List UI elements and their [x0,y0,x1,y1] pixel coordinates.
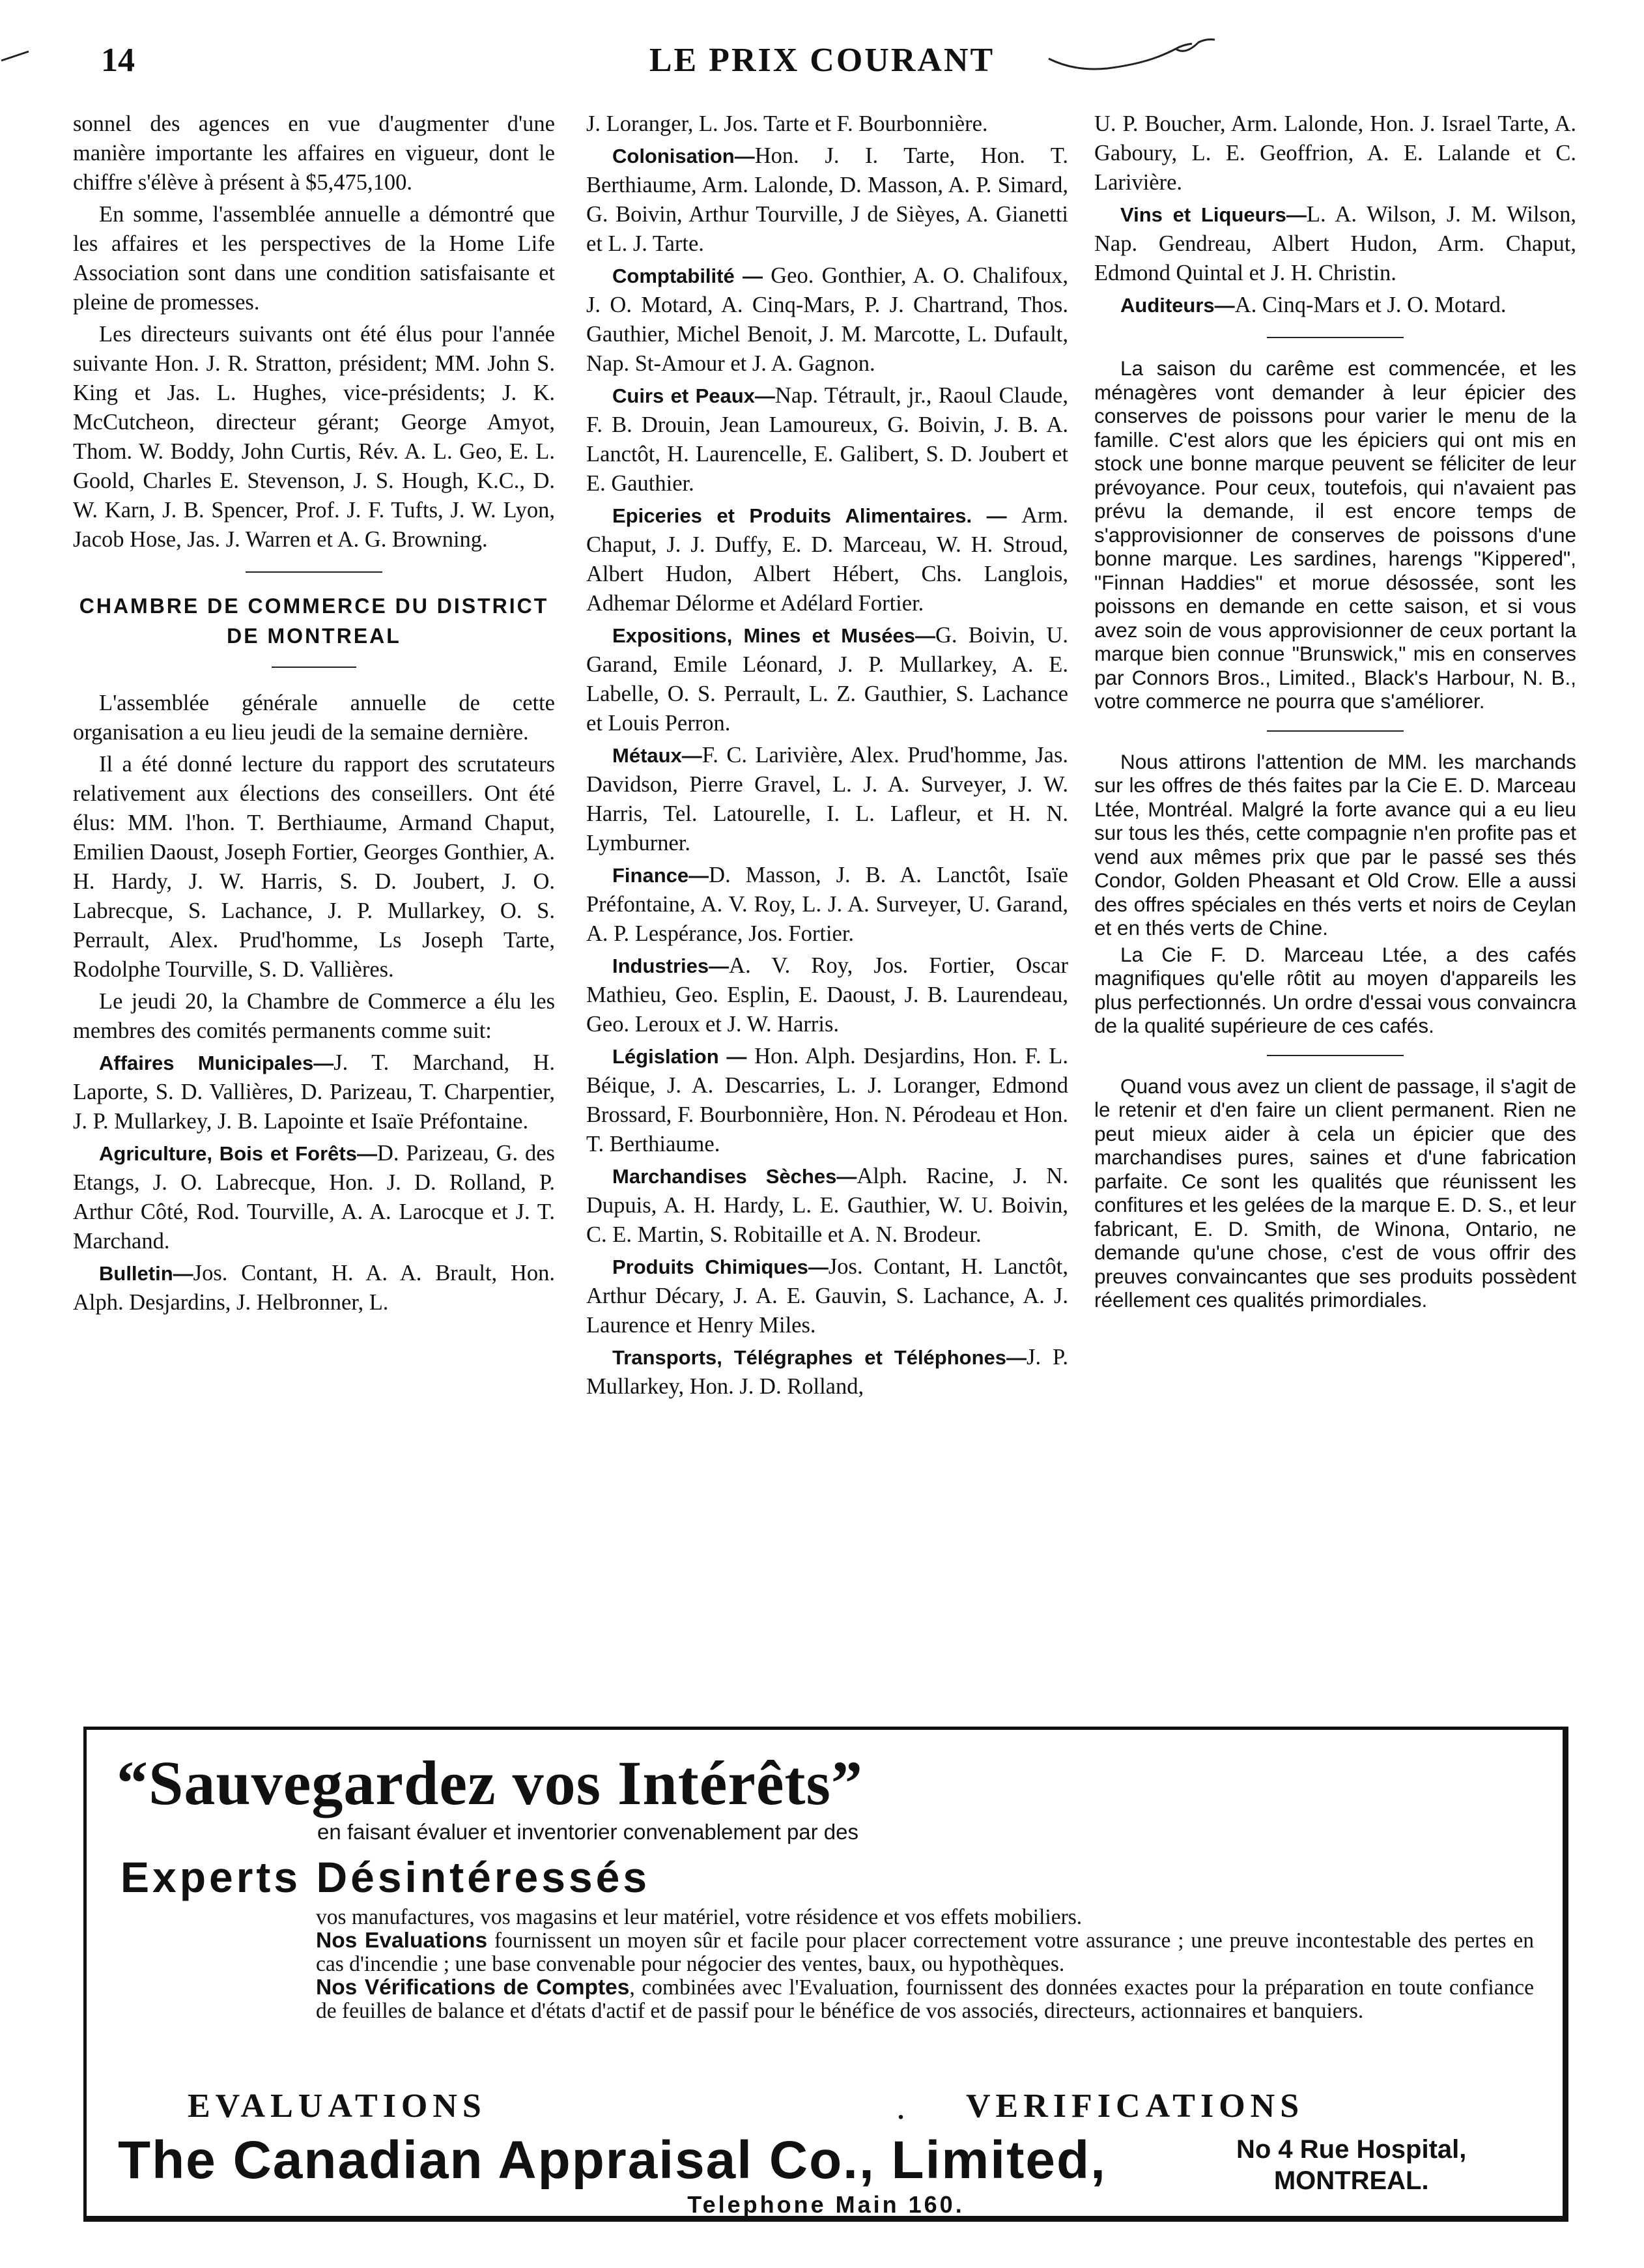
committee-members: Jos. Contant, H. A. A. Brault, Hon. Alph. Desjardins, J. Helbronner, L. [73,1261,555,1315]
committee-members: Jos. Contant, H. Lanctôt, Arthur Décary, J. A. E. Gauvin, S. Lachance, A. J. Laurence et Henry Miles. [586,1254,1068,1338]
committee-name: Expositions, Mines et Musées— [612,624,935,647]
committee-entry [73,1259,555,1317]
paragraph: Les directeurs suivants ont été élus pour l'année suivante Hon. J. R. Stratton, président; MM. John S. King et Jas. L. Hughes, vice-présidents; J. K. McCutcheon, directeur gérant; George Amyot, Thom. W. Boddy, John Curtis, Rév. A. L. Geo, E. L. Goold, Charles E. Stevenson, J. S. Hough, K.C., D. W. Karn, J. B. Spencer, Prof. J. F. Tufts, J. W. Lyon, Jacob Hose, Jas. J. Warren et A. G. Browning. [73,322,555,552]
section-divider [1267,730,1404,732]
committee-members: J. P. Mullarkey, Hon. J. D. Rolland, [586,1345,1069,1399]
paragraph: Il a été donné lecture du rapport des scrutateurs relativement aux élections des conseillers. Ont été élus: MM. l'hon. T. Berthiaume, Armand Chaput, Emilien Daoust, Joseph Fortier, Georges Gonthier, A. H. Hardy, J. W. Harris, S. D. Joubert, J. O. Labrecque, S. Lachance, J. P. Mullarkey, O. S. Perrault, Alex. Prud'homme, Ls Joseph Tarte, Rodolphe Tourville, S. D. Vallières. [73,752,555,982]
ad-company-name: The Canadian Appraisal Co., Limited, [118,2131,1107,2190]
news-paragraph: Nous attirons l'attention de MM. les marchands sur les offres de thés faites par la Cie E. D. Marceau Ltée, Montréal. Malgré la forte avance qui a eu lieu sur tous les thés, cette compagnie n'en profite pas et vend aux mêmes prix que par le passé ses thés Condor, Golden Pheasant et Old Crow. Elle a aussi des offres spéciales en thés verts et noirs de Ceylan et en thés verts de Chine. [1094,749,1576,940]
committee-members: A. V. Roy, Jos. Fortier, Oscar Mathieu, Geo. Esplin, E. Daoust, J. B. Laurendeau, Geo. Leroux et J. W. Harris. [586,953,1068,1037]
committee-name: Colonisation— [612,145,755,167]
committee-entry [586,951,1068,1039]
paragraph: En somme, l'assemblée annuelle a démontré que les affaires et les perspectives de la Home Life Association sont dans une condition satisfaisante et pleine de promesses. [73,202,555,315]
committee-entry [586,141,1068,259]
ad-evaluations-label: Nos Evaluations [316,1929,488,1953]
section-divider [1267,1055,1404,1056]
paragraph: L'assemblée générale annuelle de cette organisation a eu lieu jeudi de la semaine dernière. [73,691,555,745]
ad-address-city: MONTREAL. [1273,2166,1429,2195]
news-paragraph: La saison du carême est commencée, et les ménagères vont demander à leur épicier des conserves de poissons pour varier le menu de la famille. C'est alors que les épiciers qui ont mis en stock une bonne marque peuvent se féliciter de leur prévoyance. Pour ceux, toutefois, qui n'avaient pas prévu la demande, il est encore temps de s'approvisionner de conserves de poissons d'une bonne marque. Les sardines, harengs "Kippered", "Finnan Haddies" et morue désossée, sont les poissons en demande en cette saison, et si vous avez soin de vous approvisionner de ceux portant la marque bien connue "Brunswick," mis en conserves par Connors Bros., Limited., Black's Harbour, N. B., votre commerce ne pourra que s'améliorer. [1094,356,1576,713]
ad-verifications-text: , combinées avec l'Evaluation, fournissent des données exactes pour la préparation en toute confiance de feuilles de balance et d'états d'actif et de passif pour le bénéfice de vos associés, directeurs, actionnaires et banquiers. [316,1975,1535,2023]
page-number: 14 [101,42,135,79]
committee-name: Marchandises Sèches— [612,1165,857,1188]
ad-verifications-label: Nos Vérifications de Comptes [316,1975,630,2000]
committee-name: Transports, Télégraphes et Téléphones— [612,1346,1027,1369]
committee-name: Auditeurs— [1120,294,1235,317]
committee-entry [1094,291,1576,320]
pen-scribble-mark [1036,36,1218,88]
news-paragraph: Quand vous avez un client de passage, il s'agit de le retenir et d'en faire un client permanent. Rien ne peut mieux aider à cela un épicier que des marchandises pures, saines et d'une fabrication parfaite. Ce sont les qualités que réunissent les confitures et les gelées de la marque E. D. S., et leur fabricant, E. D. Smith, de Winona, Ontario, ne demande qu'une chose, c'est de vous offrir des preuves convaincantes que ses produits possèdent réellement ces qualités primordiales. [1094,1074,1576,1312]
ad-subline: en faisant évaluer et inventorier convenablement par des [317,1820,859,1844]
committee-entry [586,621,1068,738]
committee-entry [73,1139,555,1256]
ad-evaluations-text: fournissent un moyen sûr et facile pour placer correctement votre assurance ; une preuve incontestable des pertes en cas d'incendie ; une base convenable pour négocier des ventes, baux, ou hypothèques. [316,1929,1535,1976]
committee-entry [586,741,1068,858]
paragraph: J. Loranger, L. Jos. Tarte et F. Bourbonnière. [586,111,988,136]
committee-entry [586,1252,1068,1340]
ad-body [316,1906,1534,2023]
committee-members: Hon. Alph. Desjardins, Hon. F. L. Béique, J. A. Descarries, L. J. Loranger, Edmond Brossard, F. Bourbonnière, Hon. N. Pérodeau et Hon. T. Berthiaume. [586,1044,1069,1156]
ad-verifications-paragraph [316,1976,1534,2023]
committee-members: D. Parizeau, G. des Etangs, J. O. Labrecque, Hon. J. D. Rolland, P. Arthur Côté, Rod. Tourville, A. A. Larocque et J. T. Marchand. [73,1141,555,1254]
committee-name: Epiceries et Produits Alimentaires. — [612,504,1022,527]
journal-title: LE PRIX COURANT [649,42,995,79]
committee-name: Législation — [612,1045,755,1068]
ad-experts-title: Experts Désintéressés [120,1853,651,1901]
committee-entry [586,1162,1068,1250]
section-heading: CHAMBRE DE COMMERCE DU DISTRICT DE MONTREAL [79,594,549,648]
committee-name: Vins et Liqueurs— [1120,203,1307,226]
column-3 [1094,109,1576,1312]
section-divider [1267,337,1404,338]
committee-entry [1094,200,1576,288]
ad-banner-evaluations: EVALUATIONS [188,2088,487,2125]
ad-separator-dot: . [898,2095,904,2125]
ad-line: vos manufactures, vos magasins et leur matériel, votre résidence et vos effets mobiliers. [316,1905,1083,1929]
committee-name: Cuirs et Peaux— [612,384,775,407]
committee-name: Bulletin— [99,1262,193,1285]
committee-name: Comptabilité — [612,265,771,287]
committee-name: Produits Chimiques— [612,1256,829,1278]
committee-members: L. A. Wilson, J. M. Wilson, Nap. Gendreau, Albert Hudon, Arm. Chaput, Edmond Quintal et J. H. Christin. [1094,202,1576,285]
committee-name: Agriculture, Bois et Forêts— [99,1142,377,1165]
ad-evaluations-paragraph [316,1929,1534,1976]
committee-entry [73,1048,555,1136]
paragraph: U. P. Boucher, Arm. Lalonde, Hon. J. Israel Tarte, A. Gaboury, L. E. Geoffrion, A. E. Lalande et C. Larivière. [1094,111,1576,195]
committee-members: Nap. Tétrault, jr., Raoul Claude, F. B. Drouin, Jean Lamoureux, G. Boivin, J. B. A. Lanctôt, H. Laurencelle, E. Galibert, S. D. Joubert et E. Gauthier. [586,383,1068,496]
committee-members: Alph. Racine, J. N. Dupuis, A. H. Hardy, L. E. Gauthier, W. U. Boivin, C. E. Martin, S. Robitaille et A. N. Brodeur. [586,1164,1068,1247]
committee-members: D. Masson, J. B. A. Lanctôt, Isaïe Préfontaine, A. V. Roy, L. J. A. Surveyer, U. Garand, A. P. Lespérance, Jos. Fortier. [586,863,1068,946]
committee-members: A. Cinq-Mars et J. O. Motard. [1234,293,1507,317]
committee-entry [586,861,1068,949]
committee-members: Arm. Chaput, J. J. Duffy, E. D. Marceau, W. H. Stroud, Albert Hudon, Albert Hébert, Chs. Langlois, Adhemar Délorme et Adélard Fortier. [586,503,1068,616]
paragraph: Le jeudi 20, la Chambre de Commerce a élu les membres des comités permanents comme suit: [73,989,555,1043]
committee-members: Hon. J. I. Tarte, Hon. T. Berthiaume, Arm. Lalonde, D. Masson, A. P. Simard, G. Boivin, Arthur Tourville, J de Sièyes, A. Gianetti et L. J. Tarte. [586,143,1068,256]
committee-members: G. Boivin, U. Garand, Emile Léonard, J. P. Mullarkey, A. E. Labelle, O. S. Perrault, L. Z. Gauthier, S. Lachance et Louis Perron. [586,623,1068,736]
committee-entry [586,261,1068,379]
ad-address [1236,2134,1466,2196]
committee-entry [586,501,1068,618]
committee-name: Industries— [612,955,730,977]
committee-name: Métaux— [612,744,702,767]
advertisement-box [83,1727,1568,2222]
paragraph: sonnel des agences en vue d'augmenter d'une manière importante les affaires en vigueur, dont le chiffre s'élève à présent à $5,475,100. [73,111,555,195]
committee-members: Geo. Gonthier, A. O. Chalifoux, J. O. Motard, A. Cinq-Mars, P. J. Chartrand, Thos. Gauthier, Michel Benoit, J. M. Marcotte, L. Dufault, Nap. St-Amour et J. A. Gagnon. [586,263,1068,376]
committee-entry [586,1042,1068,1159]
column-1 [73,109,555,1317]
committee-members: F. C. Larivière, Alex. Prud'homme, Jas. Davidson, Pierre Gravel, L. J. A. Surveyer, J. W. Harris, Tel. Latourelle, I. L. Lafleur, et H. N. Lymburner. [586,743,1068,855]
ad-banner-verifications: VERIFICATIONS [966,2088,1305,2125]
news-paragraph: La Cie F. D. Marceau Ltée, a des cafés magnifiques qu'elle rôtit au moyen d'appareils les plus perfectionnés. Un ordre d'essai vous convaincra de la qualité supérieure de ces cafés. [1094,942,1576,1037]
committee-entry [586,381,1068,498]
committee-entry [586,1343,1068,1401]
ad-telephone: Telephone Main 160. [687,2191,965,2218]
page-header [0,36,1644,88]
column-2 [586,109,1068,1401]
committee-name: Affaires Municipales— [99,1052,334,1074]
ad-address-street: No 4 Rue Hospital, [1236,2135,1467,2164]
heading-divider [272,667,356,668]
section-divider [246,571,382,573]
committee-members: J. T. Marchand, H. Laporte, S. D. Vallières, D. Parizeau, T. Charpentier, J. P. Mullarkey, J. B. Lapointe et Isaïe Préfontaine. [73,1050,555,1134]
ad-headline: “Sauvegardez vos Intérêts” [117,1748,863,1818]
committee-name: Finance— [612,864,709,887]
